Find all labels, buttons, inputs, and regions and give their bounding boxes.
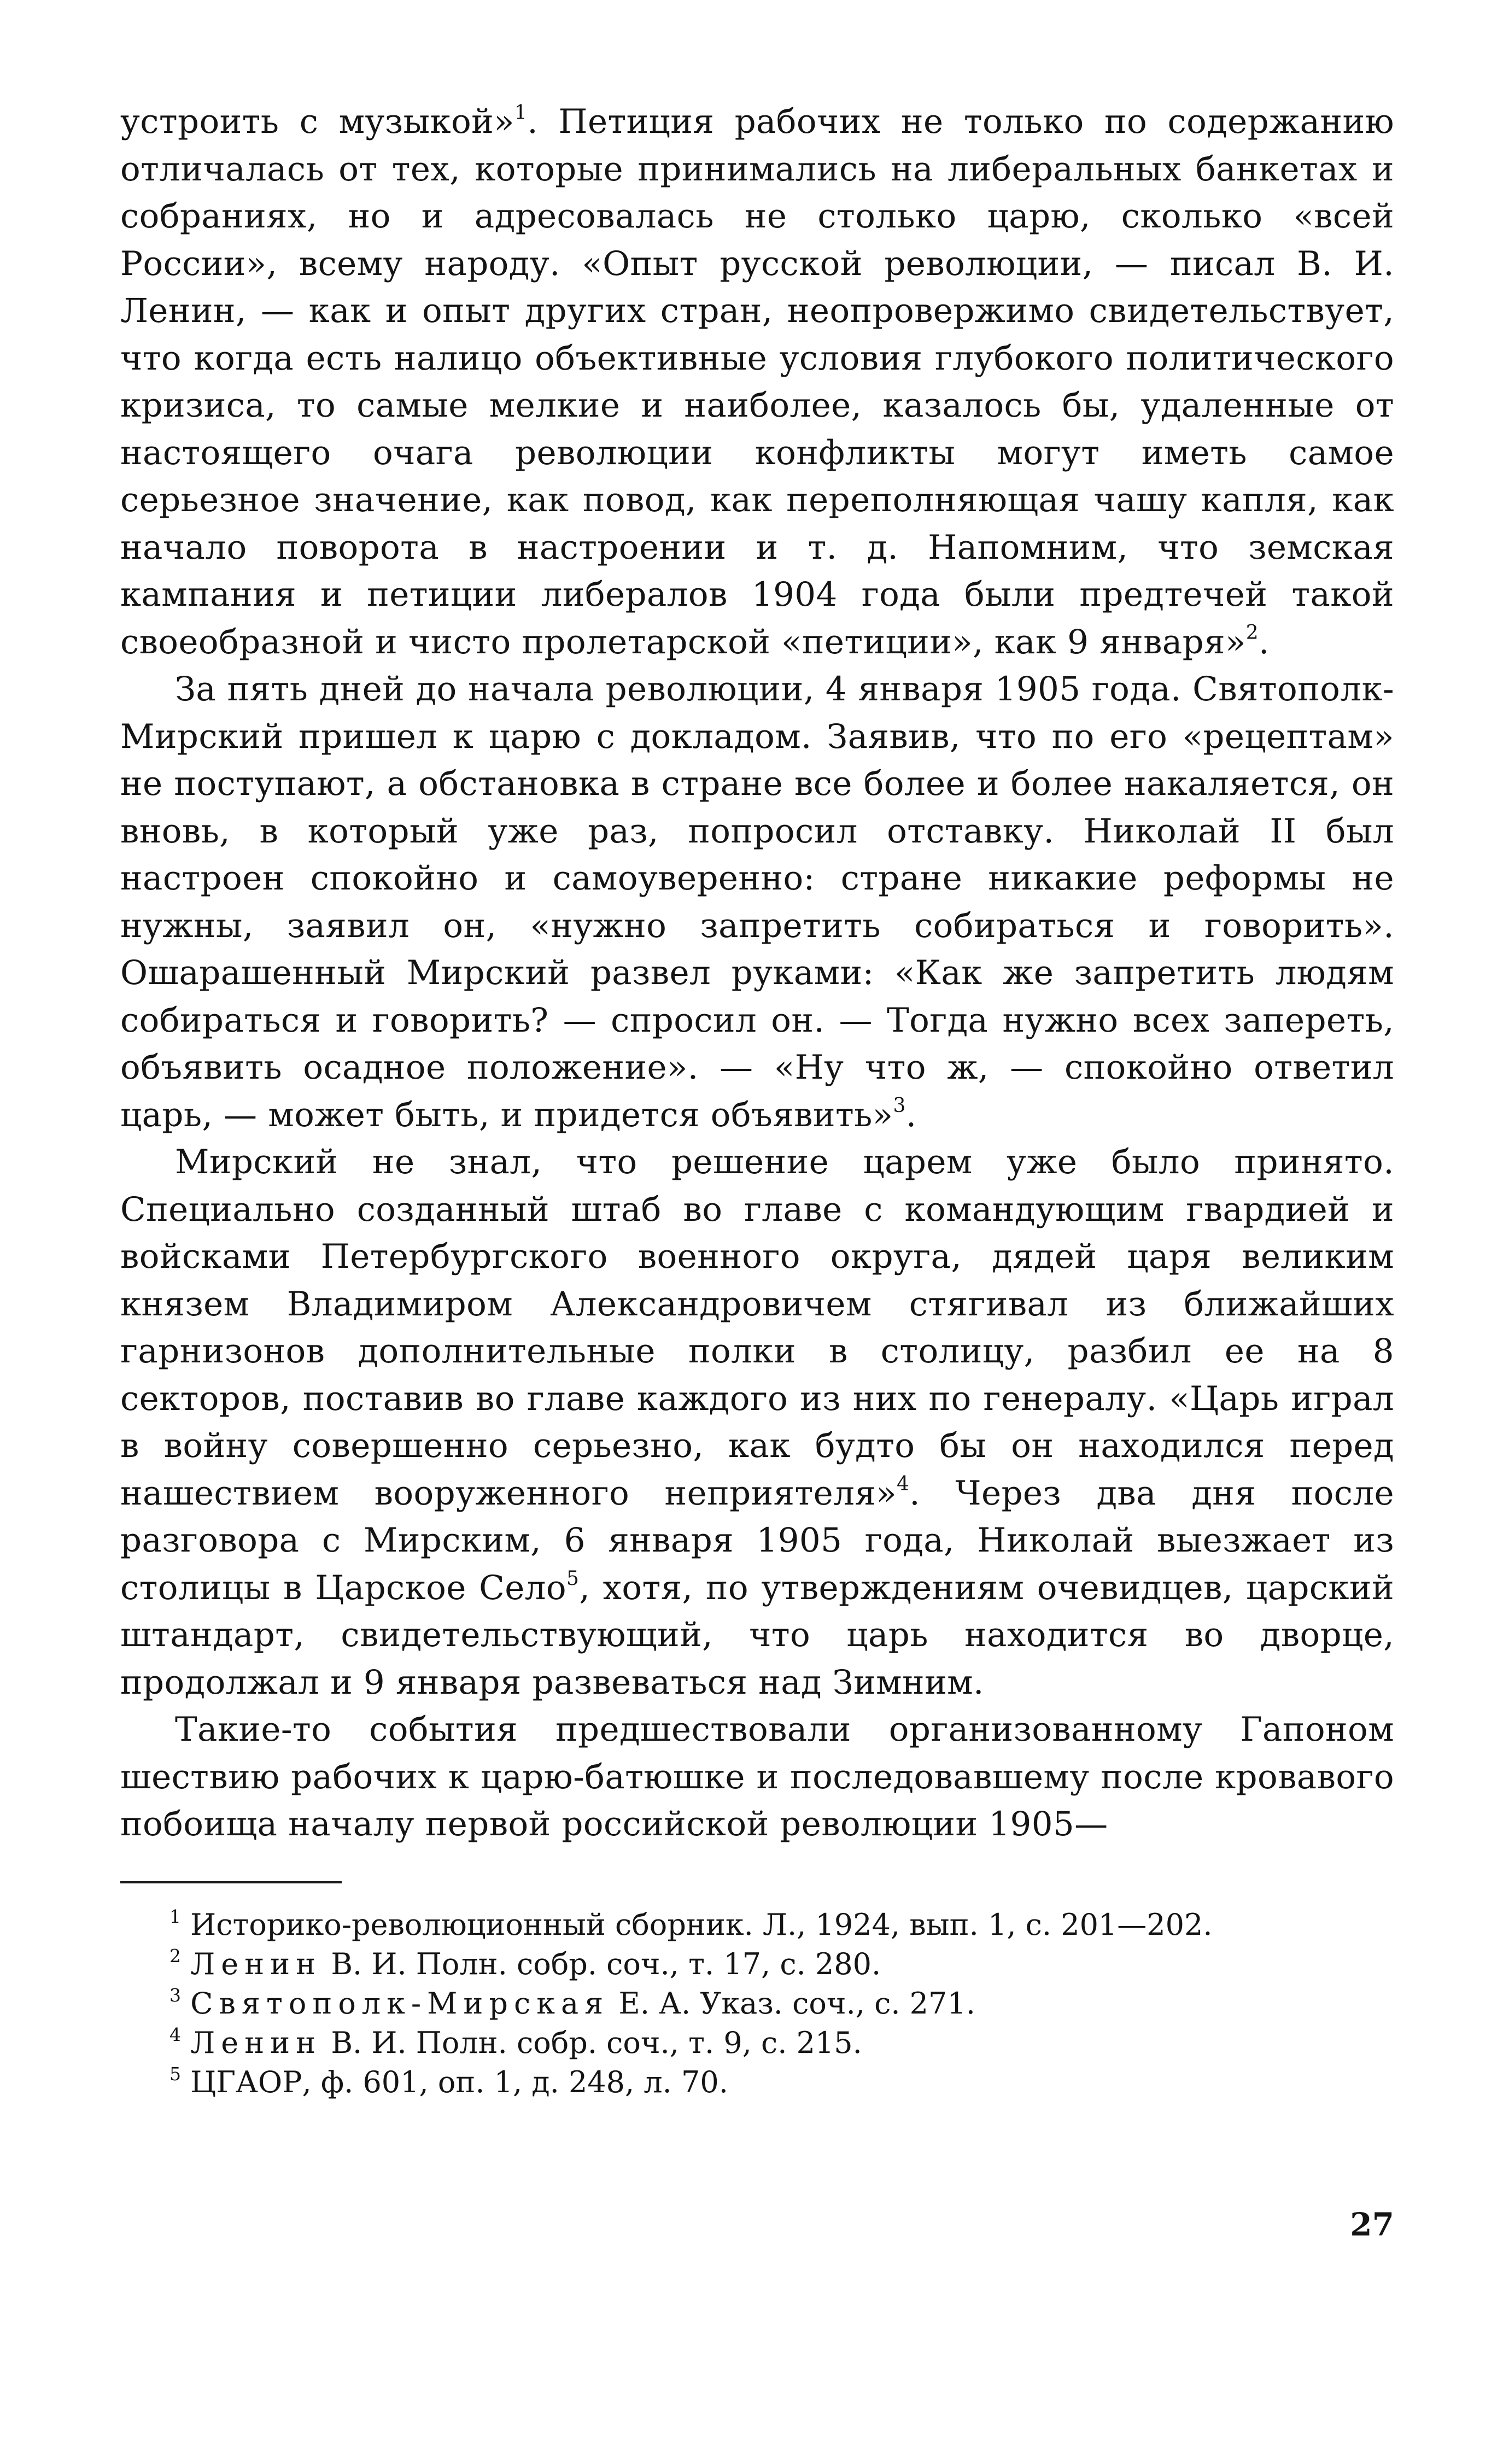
- footnote: [120, 2063, 1394, 2102]
- footnote-text: В. И. Полн. собр. соч., т. 9, с. 215.: [321, 2025, 862, 2060]
- paragraph-text: , хотя, по утверждениям очевидцев, царский штандарт, свидетельствующий, что царь находится во дворце, продолжал и 9 января развеваться над Зимним.: [120, 1568, 1395, 1702]
- paragraph: [120, 1139, 1394, 1706]
- footnote: [120, 1984, 1394, 2023]
- page-number: 27: [1350, 2206, 1394, 2243]
- footnote: [120, 1945, 1394, 1984]
- paragraph-text: Мирский не знал, что решение царем уже было принято. Специально созданный штаб во главе с командующим гвардией и войсками Петербургского военного округа, дядей царя великим князем Владимиром Александровичем стягивал из ближайших гарнизонов дополнительные полки в столицу, разбил ее на 8 секторов, поставив во главе каждого из них по генералу. «Царь играл в войну совершенно серьезно, как будто бы он находился перед нашествием вооруженного неприятеля»: [120, 1143, 1394, 1513]
- footnote: [120, 2023, 1394, 2063]
- footnote-number: 3: [169, 1984, 181, 2006]
- paragraph-text: . Через два дня после разговора с Мирским, 6 января 1905 года, Николай выезжает из столицы в Царское Село: [120, 1473, 1394, 1607]
- footnotes: [120, 1905, 1394, 2102]
- footnote-number: 1: [169, 1905, 181, 1927]
- footnote-reference: 1: [514, 101, 528, 124]
- paragraph-text: За пять дней до начала революции, 4 января 1905 года. Святополк-Мирский пришел к царю с докладом. Заявив, что по его «рецептам» не поступают, а обстановка в стране все более и более накаляется, он вновь, в который уже раз, попросил отставку. Николай II был настроен спокойно и самоуверенно: стране никакие реформы не нужны, заявил он, «нужно запретить собираться и говорить». Ошарашенный Мирский развел руками: «Как же запретить людям собираться и говорить? — спросил он. — Тогда нужно всех запереть, объявить осадное положение». — «Ну что ж, — спокойно ответил царь, — может быть, и придется объявить»: [120, 670, 1394, 1134]
- main-text: [120, 98, 1394, 1848]
- footnote-text: В. И. Полн. собр. соч., т. 17, с. 280.: [321, 1946, 881, 1981]
- footnote-reference: 3: [893, 1095, 906, 1117]
- footnote-separator: [120, 1881, 342, 1883]
- footnote-text: ЦГАОР, ф. 601, оп. 1, д. 248, л. 70.: [190, 2064, 728, 2099]
- footnote-text: Историко-революционный сборник. Л., 1924, вып. 1, с. 201—202.: [190, 1907, 1213, 1942]
- footnote-reference: 4: [896, 1473, 910, 1496]
- footnote-author: Святополк-Мирская: [190, 1986, 610, 2021]
- paragraph-text: . Петиция рабочих не только по содержанию отличалась от тех, которые принимались на либеральных банкетах и собраниях, но и адресовалась не столько царю, сколько «всей России», всему народу. «Опыт русской революции, — писал В. И. Ленин, — как и опыт других стран, неопровержимо свидетельствует, что когда есть налицо объективные условия глубокого политического кризиса, то самые мелкие и наиболее, казалось бы, удаленные от настоящего очага революции конфликты могут иметь самое серьезное значение, как повод, как переполняющая чашу капля, как начало поворота в настроении и т. д. Напомним, что земская кампания и петиции либералов 1904 года были предтечей такой своеобразной и чисто пролетарской «петиции», как 9 января»: [120, 102, 1395, 662]
- paragraph: [120, 666, 1394, 1139]
- footnote-number: 5: [169, 2063, 181, 2085]
- footnote-author: Ленин: [190, 1946, 322, 1981]
- paragraph: [120, 1706, 1394, 1848]
- footnote-text: Е. А. Указ. соч., с. 271.: [609, 1986, 975, 2021]
- footnote-reference: 2: [1245, 622, 1259, 645]
- paragraph-text: .: [905, 1095, 917, 1134]
- paragraph-text: Такие-то события предшествовали организованному Гапоном шествию рабочих к царю-батюшке и последовавшему после кровавого побоища началу первой российской революции 1905—: [120, 1710, 1394, 1843]
- book-page: [120, 98, 1394, 2102]
- footnote-author: Ленин: [190, 2025, 322, 2060]
- paragraph-text: .: [1259, 622, 1270, 662]
- footnote: [120, 1905, 1394, 1945]
- paragraph-text: устроить с музыкой»: [120, 102, 514, 141]
- paragraph: [120, 98, 1394, 666]
- footnote-number: 2: [169, 1945, 181, 1966]
- footnote-reference: 5: [566, 1567, 580, 1590]
- footnote-number: 4: [169, 2023, 181, 2045]
